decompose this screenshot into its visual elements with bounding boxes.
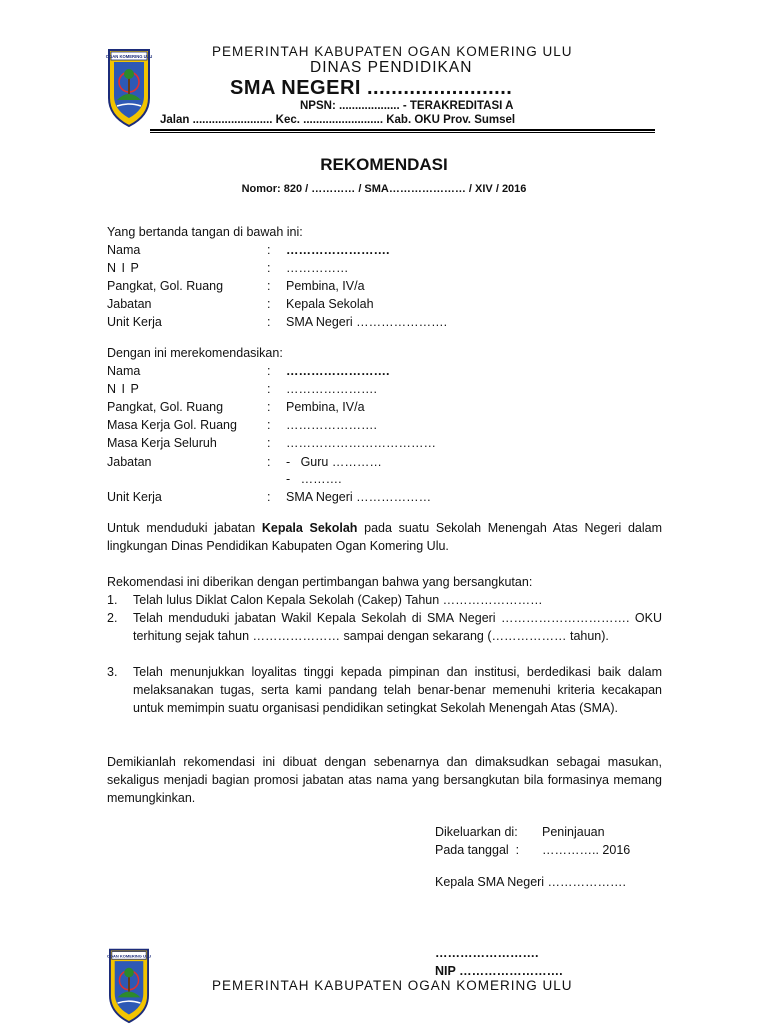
colon: :: [267, 243, 271, 257]
recommended-label: Masa Kerja Gol. Ruang: [107, 418, 237, 432]
recommended-value: Pembina, IV/a: [286, 400, 365, 414]
date-value: ………….. 2016: [542, 843, 631, 857]
regency-emblem-logo: [105, 44, 153, 128]
recommended-value: - ……….: [286, 472, 342, 486]
list-number: 2.: [107, 611, 118, 625]
document-title: REKOMENDASI: [320, 155, 448, 174]
footer-government: PEMERINTAH KABUPATEN OGAN KOMERING ULU: [212, 978, 573, 993]
list-text: Telah menduduki jabatan Wakil Kepala Sekolah di SMA Negeri …………………………. OKU terhitung sejak tahun ………………… sampai dengan sekarang (……………… tahun).: [133, 611, 662, 643]
colon: :: [267, 436, 271, 450]
colon: :: [267, 455, 271, 469]
signer-position: Kepala SMA Negeri ……………….: [435, 875, 627, 889]
purpose-text: pada suatu Sekolah Menengah Atas Negeri dalam lingkungan Dinas Pendidikan Kabupaten Ogan Komering Ulu.: [107, 521, 663, 553]
colon: :: [267, 490, 271, 504]
recommended-value: …………………….: [286, 364, 390, 378]
signer-label: N I P: [107, 261, 140, 275]
signer-name: …………………….: [435, 946, 539, 960]
colon: :: [267, 382, 271, 396]
recommended-label: Pangkat, Gol. Ruang: [107, 400, 224, 414]
recommended-value: ………………….: [286, 382, 377, 396]
signer-label: Unit Kerja: [107, 315, 162, 329]
list-number: 3.: [107, 665, 118, 679]
signer-value: SMA Negeri ………………….: [286, 315, 448, 329]
list-text: Telah lulus Diklat Calon Kepala Sekolah (Cakep) Tahun ……………………: [133, 593, 543, 607]
list-item: [107, 609, 662, 645]
closing-paragraph: Demikianlah rekomendasi ini dibuat dengan sebenarnya dan dimaksudkan sebagai masukan, sekaligus menjadi bagian promosi jabatan atas nama yang bersangkutan bila formasinya memang memungkinkan.: [107, 755, 662, 805]
signer-value: Pembina, IV/a: [286, 279, 365, 293]
colon: :: [267, 364, 271, 378]
recommended-label: Nama: [107, 364, 141, 378]
colon: :: [267, 315, 271, 329]
signer-value: ……………: [286, 261, 349, 275]
recommended-value: SMA Negeri ………………: [286, 490, 432, 504]
header-government: PEMERINTAH KABUPATEN OGAN KOMERING ULU: [212, 44, 573, 59]
document-number: Nomor: 820 / ………… / SMA………………… / XIV / 2016: [241, 183, 527, 195]
list-item: [107, 663, 662, 717]
purpose-text: Untuk menduduki jabatan: [107, 521, 262, 535]
colon: :: [267, 279, 271, 293]
consideration-intro: Rekomendasi ini diberikan dengan pertimbangan bahwa yang bersangkutan:: [107, 575, 533, 589]
signer-value: Kepala Sekolah: [286, 297, 374, 311]
recommended-value: ………………….: [286, 418, 377, 432]
signer-label: Pangkat, Gol. Ruang: [107, 279, 224, 293]
list-item: [107, 591, 662, 609]
colon: :: [267, 418, 271, 432]
date-label: Pada tanggal :: [435, 843, 520, 857]
colon: :: [267, 400, 271, 414]
logo-text: OGAN KOMERING ULU: [105, 54, 153, 59]
logo-text: OGAN KOMERING ULU: [106, 953, 152, 959]
recommended-intro: Dengan ini merekomendasikan:: [107, 346, 283, 360]
header-department: DINAS PENDIDIKAN: [310, 59, 473, 76]
recommended-value: - Guru …………: [286, 455, 382, 469]
purpose-position: Kepala Sekolah: [261, 521, 358, 535]
signer-label: Nama: [107, 243, 141, 257]
header-address: Jalan ......................... Kec. ......................... Kab. OKU Prov. Sumsel: [160, 114, 516, 126]
signer-nip: NIP …………………….: [435, 964, 563, 978]
recommended-label: Unit Kerja: [107, 490, 162, 504]
signer-intro: Yang bertanda tangan di bawah ini:: [107, 225, 303, 239]
recommended-label: N I P: [107, 382, 140, 396]
list-number: 1.: [107, 593, 118, 607]
issued-value: Peninjauan: [542, 825, 605, 839]
header-school-name: SMA NEGERI ........................: [230, 77, 513, 99]
recommended-label: Masa Kerja Seluruh: [107, 436, 217, 450]
regency-emblem-logo: [105, 944, 153, 1024]
header-divider-thin: [150, 132, 655, 133]
signer-value: …………………….: [286, 243, 390, 257]
list-text: Telah menunjukkan loyalitas tinggi kepada pimpinan dan institusi, berdedikasi baik dalam melaksanakan tugas, serta kami pandang telah benar-benar memenuhi kriteria kecakapan untuk memimpin suatu organisasi pendidikan setingkat Sekolah Menengah Atas (SMA).: [133, 665, 662, 715]
purpose-paragraph: [107, 519, 662, 555]
signer-label: Jabatan: [107, 297, 152, 311]
header-npsn: NPSN: ................... - TERAKREDITASI A: [300, 100, 514, 112]
header-divider: [150, 129, 655, 131]
recommended-value: ………………………………: [286, 436, 436, 450]
issued-label: Dikeluarkan di:: [435, 825, 518, 839]
recommended-label: Jabatan: [107, 455, 152, 469]
colon: :: [267, 261, 271, 275]
colon: :: [267, 297, 271, 311]
